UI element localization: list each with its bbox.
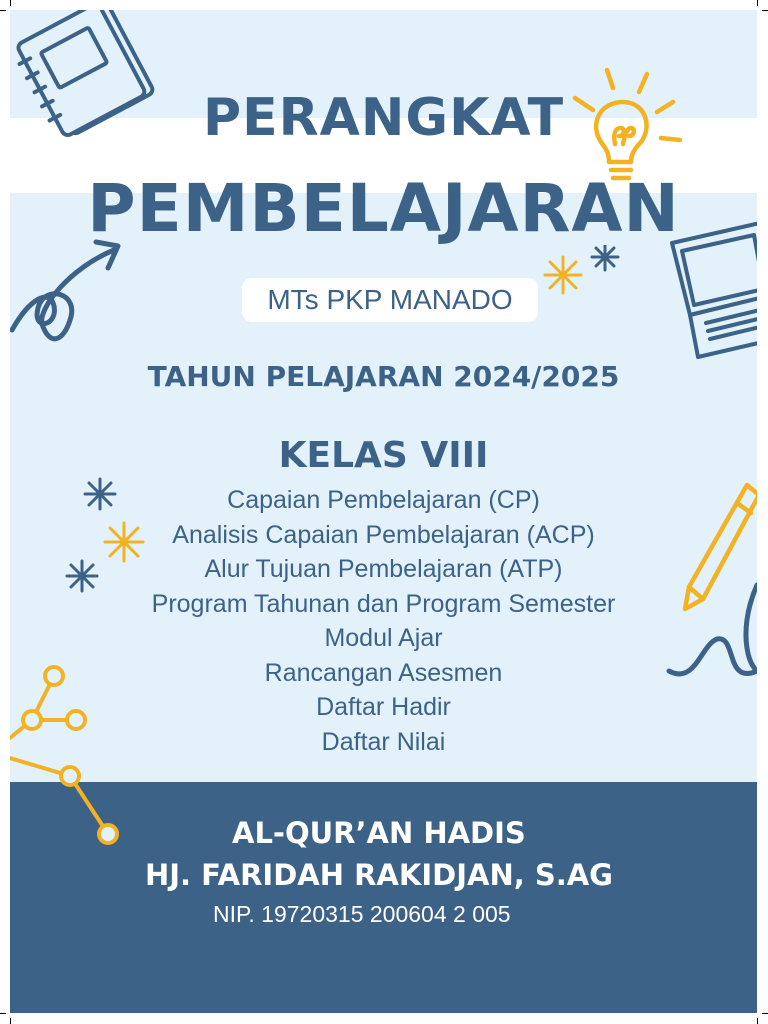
list-item: Daftar Nilai [321, 727, 446, 756]
title-line-1: PERANGKAT [202, 88, 565, 148]
cover-page [10, 10, 757, 1013]
arrow-doodle-icon [10, 228, 150, 358]
subject-name: AL-QUR’AN HADIS [232, 816, 526, 850]
crop-mark [0, 10, 6, 11]
teacher-nip: NIP. 19720315 200604 2 005 [213, 901, 511, 927]
crop-mark [757, 0, 758, 6]
list-item: Daftar Hadir [316, 693, 451, 721]
document-list [10, 483, 757, 759]
crop-mark [10, 1018, 11, 1024]
sparkle-icon [535, 245, 640, 305]
list-item: Capaian Pembelajaran (CP) [227, 486, 540, 514]
crop-mark [757, 1018, 758, 1024]
list-item: Modul Ajar [324, 624, 443, 652]
title-line-2: PEMBELAJARAN [87, 170, 680, 247]
class-label: KELAS VIII [278, 435, 489, 476]
crop-mark [762, 1013, 768, 1014]
list-item: Rancangan Asesmen [264, 658, 503, 687]
academic-year: TAHUN PELAJARAN 2024/2025 [147, 360, 620, 393]
crop-mark [10, 0, 11, 6]
list-item: Analisis Capaian Pembelajaran (ACP) [172, 520, 595, 549]
crop-mark [762, 10, 768, 11]
list-item: Program Tahunan dan Program Semester [151, 589, 616, 618]
school-name: MTs PKP MANADO [242, 278, 538, 322]
teacher-name: HJ. FARIDAH RAKIDJAN, S.AG [145, 858, 613, 892]
crop-mark [0, 1013, 6, 1014]
list-item: Alur Tujuan Pembelajaran (ATP) [204, 555, 563, 583]
